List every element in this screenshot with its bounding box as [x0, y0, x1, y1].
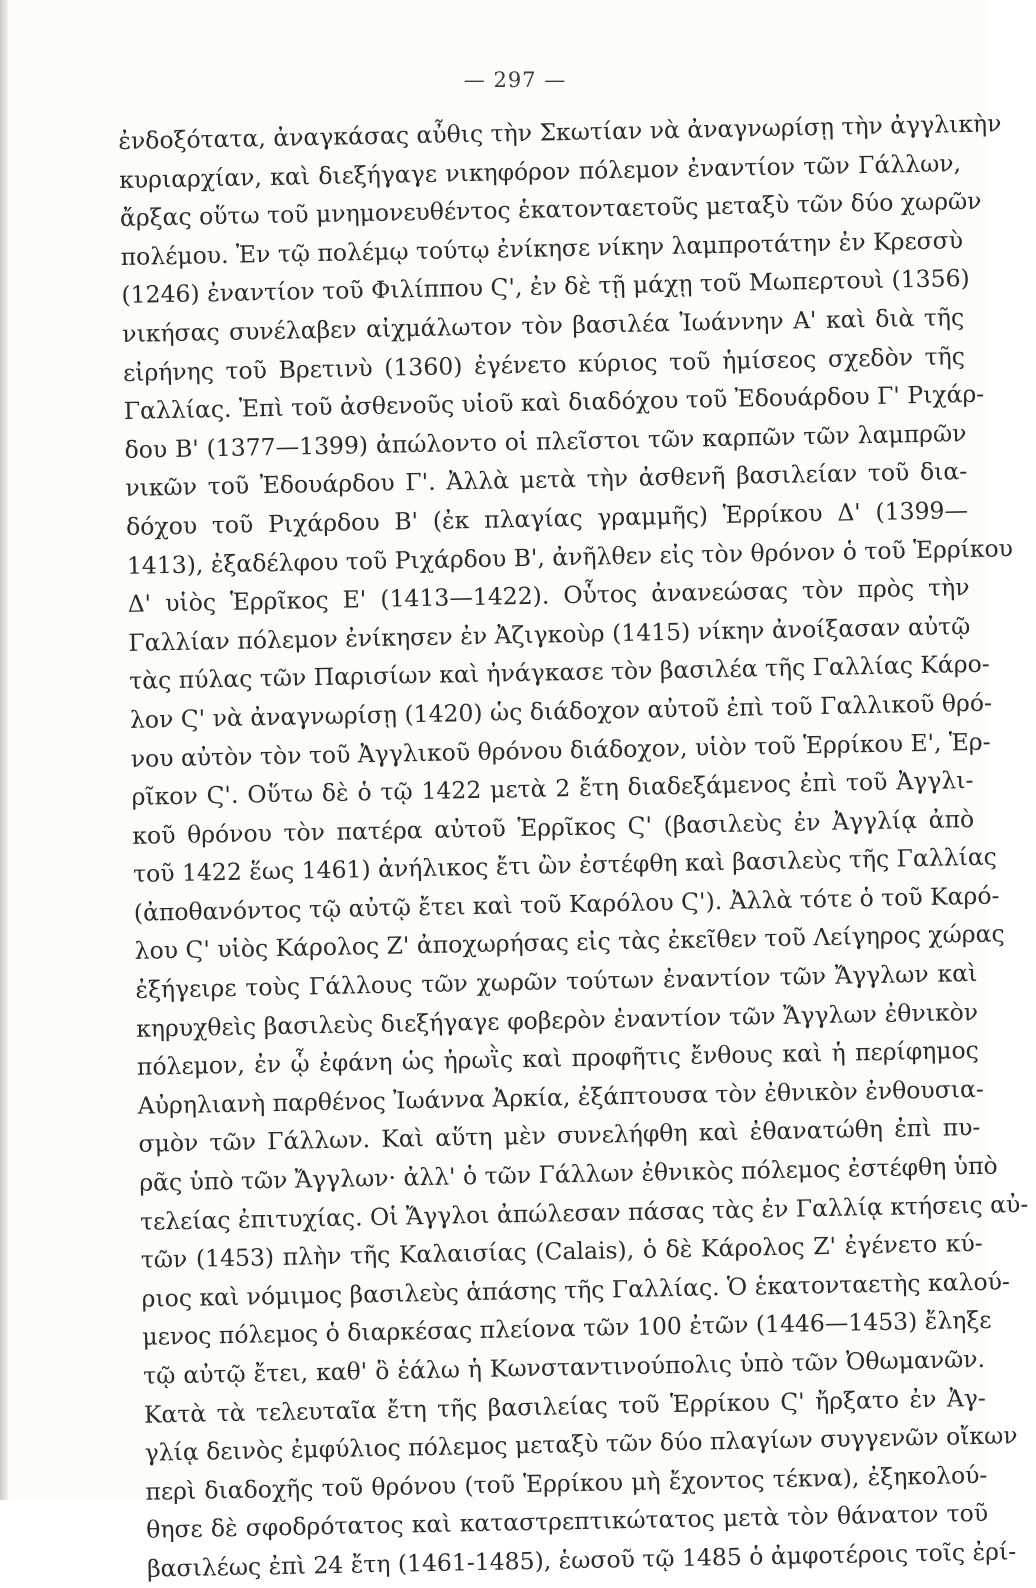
- text-line: γλίᾳ δεινὸς ἐμφύλιος πόλεμος μεταξὺ τῶν δύο πλαγίων συγγενῶν οἴκων: [144, 1421, 1018, 1467]
- text-line: πόλεμον, ἐν ᾧ ἐφάνη ὡς ἡρωῒς καὶ προφῆτις ἔνθους καὶ ἡ περίφημος: [136, 1036, 980, 1082]
- text-line: βασιλέως ἐπὶ 24 ἔτη (1461-1485), ἑωσοῦ τῷ 1485 ὁ ἀμφοτέροις τοῖς ἐρί-: [146, 1537, 1017, 1583]
- text-line: δόχου τοῦ Ριχάρδου Β' (ἐκ πλαγίας γραμμῆς) Ἑρρίκου Δ' (1399—: [125, 495, 969, 541]
- text-line: σμὸν τῶν Γάλλων. Καὶ αὕτη μὲν συνελήφθη καὶ ἐθανατώθη ἐπὶ πυ-: [138, 1113, 981, 1159]
- text-line: περὶ διαδοχῆς τοῦ θρόνου (τοῦ Ἑρρίκου μὴ ἔχοντος τέκνα), ἐξηκολού-: [145, 1460, 988, 1506]
- text-line: τοῦ 1422 ἕως 1461) ἀνήλικος ἔτι ὢν ἐστέφθη καὶ βασιλεὺς τῆς Γαλλίας: [132, 842, 998, 889]
- text-line: Γαλλίαν πόλεμον ἐνίκησεν ἐν Ἀζιγκοὺρ (1415) νίκην ἀνοίξασαν αὐτῷ: [128, 611, 971, 657]
- text-line: τὰς πύλας τῶν Παρισίων καὶ ἠνάγκασε τὸν βασιλέα τῆς Γαλλίας Κάρο-: [128, 649, 990, 696]
- body-text: [118, 105, 1029, 1588]
- text-line: εἰρήνης τοῦ Βρετινὺ (1360) ἐγένετο κύριος τοῦ ἡμίσεος σχεδὸν τῆς: [122, 341, 966, 387]
- text-line: δου Β' (1377—1399) ἀπώλοντο οἱ πλεῖστοι τῶν καρπῶν τῶν λαμπρῶν: [124, 418, 967, 464]
- text-line: Κατὰ τὰ τελευταῖα ἔτη τῆς βασιλείας τοῦ Ἑρρίκου Ϛ' ἤρξατο ἐν Ἀγ-: [143, 1383, 987, 1429]
- text-line: (ἀποθανόντος τῷ αὐτῷ ἔτει καὶ τοῦ Καρόλου Ϛ'). Ἀλλὰ τότε ὁ τοῦ Καρό-: [133, 881, 1000, 927]
- text-line: τῷ αὐτῷ ἔτει, καθ' ὃ ἑάλω ἡ Κωνσταντινούπολις ὑπὸ τῶν Ὀθωμανῶν.: [142, 1344, 986, 1390]
- text-line: θησε δὲ σφοδρότατος καὶ καταστρεπτικώτατος μετὰ τὸν θάνατον τοῦ: [145, 1499, 989, 1545]
- text-line: κοῦ θρόνου τὸν πατέρα αὐτοῦ Ἑρρῖκος Ϛ' (βασιλεὺς ἐν Ἀγγλίᾳ ἀπὸ: [132, 804, 975, 850]
- text-line: μενος πόλεμος ὁ διαρκέσας πλείονα τῶν 100 ἐτῶν (1446—1453) ἔληξε: [142, 1306, 992, 1352]
- text-line: ριος καὶ νόμιμος βασιλεὺς ἁπάσης τῆς Γαλλίας. Ὁ ἑκατονταετὴς καλού-: [141, 1267, 1011, 1313]
- text-line: (1246) ἐναντίον τοῦ Φιλίππου Ϛ', ἐν δὲ τῇ μάχῃ τοῦ Μωπερτουὶ (1356): [121, 264, 970, 310]
- text-line: Δ' υἱὸς Ἑρρῖκος Ε' (1413—1422). Οὗτος ἀνανεώσας τὸν πρὸς τὴν: [127, 573, 970, 619]
- text-line: λον Ϛ' νὰ ἀναγνωρίσῃ (1420) ὡς διάδοχον αὐτοῦ ἐπὶ τοῦ Γαλλικοῦ θρό-: [129, 688, 993, 734]
- page-binding-edge: [0, 0, 8, 1500]
- text-line: 1413), ἐξαδέλφου τοῦ Ριχάρδου Β', ἀνῆλθεν εἰς τὸν θρόνον ὁ τοῦ Ἑρρίκου: [126, 533, 1014, 580]
- text-line: Αὐρηλιανὴ παρθένος Ἰωάννα Ἀρκία, ἐξάπτουσα τὸν ἐθνικὸν ἐνθουσια-: [137, 1074, 985, 1120]
- text-line: νου αὐτὸν τὸν τοῦ Ἀγγλικοῦ θρόνου διάδοχον, υἱὸν τοῦ Ἑρρίκου Ε', Ἑρ-: [130, 727, 991, 773]
- text-line: λου Ϛ' υἱὸς Κάρολος Ζ' ἀποχωρήσας εἰς τὰς ἐκεῖθεν τοῦ Λείγηρος χώρας: [134, 919, 1005, 966]
- text-line: πολέμου. Ἐν τῷ πολέμῳ τούτῳ ἐνίκησε νίκην λαμπροτάτην ἐν Κρεσσὺ: [120, 225, 964, 271]
- text-line: ἄρξας οὕτω τοῦ μνημονευθέντος ἑκατονταετοῦς μεταξὺ τῶν δύο χωρῶν: [119, 186, 982, 233]
- text-line: νικῶν τοῦ Ἐδουάρδου Γ'. Ἀλλὰ μετὰ τὴν ἀσθενῆ βασιλείαν τοῦ δια-: [125, 457, 968, 503]
- page-number: — 297 —: [463, 68, 567, 92]
- text-line: κυριαρχίαν, καὶ διεξήγαγε νικηφόρον πόλεμον ἐναντίον τῶν Γάλλων,: [118, 148, 962, 194]
- text-line: ἐξήγειρε τοὺς Γάλλους τῶν χωρῶν τούτων ἐναντίον τῶν Ἄγγλων καὶ: [135, 958, 978, 1004]
- text-line: τελείας ἐπιτυχίας. Οἱ Ἄγγλοι ἀπώλεσαν πάσας τὰς ἐν Γαλλίᾳ κτήσεις αὐ-: [139, 1189, 1029, 1236]
- text-line: Γαλλίας. Ἐπὶ τοῦ ἀσθενοῦς υἱοῦ καὶ διαδόχου τοῦ Ἐδουάρδου Γ' Ριχάρ-: [123, 379, 985, 426]
- text-line: ρᾶς ὑπὸ τῶν Ἄγγλων· ἀλλ' ὁ τῶν Γάλλων ἐθνικὸς πόλεμος ἐστέφθη ὑπὸ: [139, 1151, 998, 1197]
- text-line: νικήσας συνέλαβεν αἰχμάλωτον τὸν βασιλέα Ἰωάννην Α' καὶ διὰ τῆς: [121, 303, 965, 348]
- text-line: ἐνδοξότατα, ἀναγκάσας αὖθις τὴν Σκωτίαν νὰ ἀναγνωρίσῃ τὴν ἀγγλικὴν: [118, 109, 1002, 155]
- text-line: ρῖκον Ϛ'. Οὕτω δὲ ὁ τῷ 1422 μετὰ 2 ἔτη διαδεξάμενος ἐπὶ τοῦ Ἀγγλι-: [131, 766, 974, 811]
- text-line: κηρυχθεὶς βασιλεὺς διεξήγαγε φοβερὸν ἐναντίον τῶν Ἄγγλων ἐθνικὸν: [135, 997, 979, 1043]
- text-line: τῶν (1453) πλὴν τῆς Καλαισίας (Calais), ὁ δὲ Κάρολος Ζ' ἐγένετο κύ-: [140, 1229, 983, 1274]
